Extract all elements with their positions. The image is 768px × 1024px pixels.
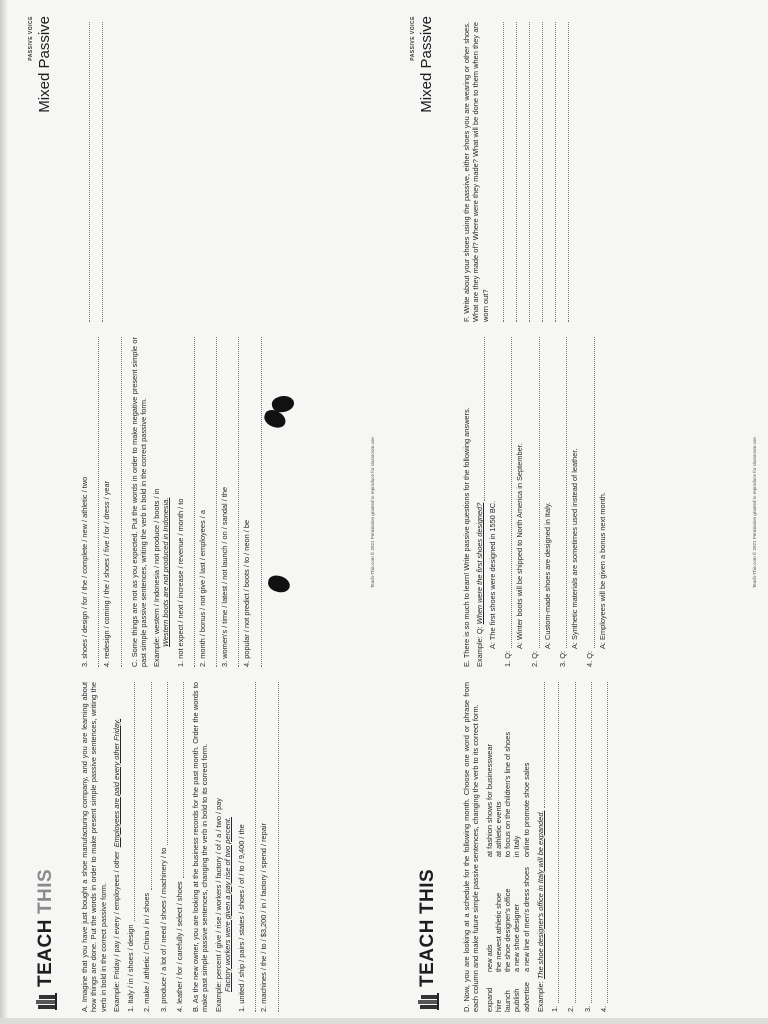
section-d-item-1: [550, 682, 559, 1012]
item-number: 2.: [566, 1005, 576, 1012]
answer-line[interactable]: [207, 337, 217, 667]
question-label: 2. Q:: [530, 650, 540, 667]
answer-line[interactable]: [503, 337, 512, 648]
item-prompt: 1. Italy / in / shoes / design: [126, 924, 135, 1012]
item-number: 3.: [582, 1005, 592, 1012]
section-b-example-prompt: Example: percent / give / rise / workers / factory / of / a / two / pay: [213, 797, 223, 1012]
example-q-label: Example: Q:: [475, 626, 485, 667]
section-d-example: [536, 682, 545, 1012]
section-b-item-1: [237, 682, 256, 1012]
section-c-item-3: [220, 337, 239, 667]
schedule-cell: launch: [503, 990, 512, 1012]
section-d-instructions: D. Now, you are looking at a schedule for the following month. Choose one word or phrase from each column and make future simple passive sentences, changing the verb to its correct form.: [462, 682, 481, 1012]
section-a-item-4: [175, 682, 184, 1012]
brand-this: THIS: [35, 868, 56, 915]
answer-line[interactable]: [531, 337, 540, 648]
left-column-2: [80, 337, 360, 667]
question-label: 3. Q:: [557, 650, 567, 667]
page-footer: Teach-This.com © 2021 Permission granted to reproduce for classroom use.: [370, 435, 376, 589]
section-e-item-1: [503, 337, 525, 667]
schedule-cell: online to promote shoe sales: [521, 762, 531, 858]
answer-line[interactable]: [80, 22, 90, 322]
schedule-cell: a new line of men's dress shoes: [521, 867, 531, 972]
answer-line[interactable]: [185, 337, 195, 667]
example-q: When were the first shoes designed?: [475, 502, 485, 625]
answer-line[interactable]: [93, 22, 103, 322]
page-footer: Teach-This.com © 2021 Permission granted to reproduce for classroom use.: [752, 435, 758, 589]
item-prompt: 2. month / bonus / not give / last / employees / a: [197, 510, 207, 667]
section-e-example-q: [475, 337, 484, 667]
section-b-instructions: B. As the new owner, you are looking at the business records for the past month. Order the words to make past simple passive sentences, changing the verb in bold to its correct form.: [191, 682, 210, 1012]
scan-shadow: [0, 0, 8, 1024]
section-e-item-2: [530, 337, 552, 667]
answer-line[interactable]: [520, 22, 530, 322]
given-answer: A: Synthetic materials are sometimes used instead of leather.: [570, 448, 579, 649]
given-answer: A: Employees will be given a bonus next month.: [597, 492, 607, 649]
section-c-example: [152, 337, 171, 667]
section-c-item-2: [198, 337, 217, 667]
schedule-cell: a new shoe designer: [512, 903, 522, 972]
schedule-cell: advertise: [521, 982, 531, 1012]
schedule-cell: the newest athletic shoe: [493, 892, 503, 972]
section-d-item-4: [599, 682, 608, 1012]
item-prompt: 4. leather / for / carefully / select / shoes: [174, 881, 184, 1012]
answer-line[interactable]: [599, 682, 608, 1003]
worksheet-page-right: [402, 12, 758, 1012]
section-b-example: [214, 682, 233, 1012]
question-label: 4. Q:: [585, 650, 595, 667]
section-b-item-4: [102, 337, 121, 667]
section-c-instructions: C. Some things are not as you expected. Put the words in order to make negative present simple or past simple passive sentences, writing the verb in bold in the correct passive form.: [129, 337, 148, 667]
left-column-1: [80, 682, 360, 1012]
answer-line[interactable]: [550, 682, 559, 1003]
section-d-example-answer: The shoe designer's office in Italy will be expanded.: [535, 810, 545, 980]
item-prompt: 4. popular / not predict / boots / to / neon / be: [242, 519, 252, 667]
answer-line[interactable]: [494, 22, 504, 322]
section-a-item-3: [159, 682, 168, 1012]
section-c-example-prompt: Example: western / Indonesia / not produce / boots / in: [152, 488, 161, 667]
right-column-2: [462, 337, 742, 667]
right-column-3: [462, 22, 742, 322]
answer-line[interactable]: [586, 337, 595, 648]
answer-line[interactable]: [252, 337, 262, 667]
section-f-instructions: F. Write about your shoes using the passive, either shoes you are wearing or other shoes. What are they made of? Where were they made? What will be done to them when they are worn out?: [462, 22, 490, 322]
topic-title: Mixed Passive: [418, 16, 436, 113]
answer-line[interactable]: [583, 682, 592, 1003]
schedule-verbs: [485, 982, 531, 1012]
brand-teach: TEACH: [35, 919, 56, 987]
question-label: 1. Q:: [502, 650, 512, 667]
answer-line[interactable]: [546, 22, 556, 322]
answer-line[interactable]: [533, 22, 543, 322]
answer-line[interactable]: [507, 22, 517, 322]
topic-heading: [28, 16, 55, 113]
section-b-item-2: [259, 682, 278, 1012]
section-a-item-2: [142, 682, 151, 1012]
schedule-table: [485, 682, 531, 1012]
section-e-item-3: [558, 337, 580, 667]
section-b-example-answer: Factory workers were given a pay rise of two percent.: [222, 817, 232, 992]
item-prompt: 2. machines / the / to / $3,200 / in / factory / spend / repair: [259, 823, 269, 1012]
topic-title: Mixed Passive: [36, 16, 54, 113]
section-e-instructions: E. There is so much to learn! Write passive questions for the following answers.: [462, 407, 471, 667]
right-column-1: [462, 682, 742, 1012]
schedule-cell: publish: [512, 988, 522, 1012]
answer-line[interactable]: [159, 682, 168, 845]
answer-line[interactable]: [567, 682, 576, 1003]
schedule-objects: [485, 867, 531, 972]
page-header: [402, 12, 454, 1012]
brand-teach: TEACH: [417, 919, 438, 987]
books-logo-icon: [417, 992, 439, 1010]
section-c-item-1: [176, 337, 195, 667]
section-c-item-4: [242, 337, 261, 667]
topic-small: PASSIVE VOICE: [410, 16, 416, 61]
schedule-cell: expand: [484, 987, 494, 1012]
section-d-item-2: [566, 682, 575, 1012]
scan-edge: [0, 1018, 768, 1024]
section-c-example-answer: Western boots are not produced in Indonesia.: [161, 497, 171, 647]
answer-line[interactable]: [246, 682, 256, 1012]
answer-line[interactable]: [229, 337, 239, 667]
answer-line[interactable]: [558, 337, 567, 648]
worksheet-page-left: [20, 12, 376, 1012]
section-a-example-answer: Employees are paid every other Friday.: [111, 718, 121, 848]
schedule-cell: at athletic events: [493, 801, 503, 858]
section-b-item-3: [80, 337, 99, 667]
schedule-cell: the shoe designer's office: [503, 888, 512, 972]
item-prompt: 1. united / ship / pairs / states / shoes / of / to / 9,400 / the: [237, 824, 246, 1012]
section-a-example-prompt: Example: Friday / pay / every / employees / other: [111, 851, 121, 1012]
item-prompt: 3. women's / time / latest / not launch / on / sandal / the: [220, 486, 229, 667]
section-d-item-3: [583, 682, 592, 1012]
schedule-places: [485, 732, 531, 857]
item-prompt: 3. produce / a lot of / need / shoes / machinery / to: [158, 847, 168, 1012]
section-a-example: [112, 682, 121, 1012]
schedule-cell: in Italy: [512, 835, 522, 858]
answer-line[interactable]: [143, 682, 152, 890]
section-e-item-4: [585, 337, 607, 667]
topic-heading: [410, 16, 437, 113]
left-column-3: [80, 22, 360, 322]
item-number: 1.: [550, 1005, 559, 1012]
item-prompt: 2. make / athletic / China / in / shoes: [142, 892, 152, 1012]
section-a-item-1: [126, 682, 135, 1012]
section-d-example-label: Example:: [535, 981, 545, 1012]
answer-line[interactable]: [126, 682, 135, 921]
schedule-cell: hire: [493, 999, 503, 1012]
schedule-cell: to focus on the children's line of shoes: [503, 731, 512, 858]
answer-line[interactable]: [175, 682, 184, 878]
page-header: [20, 12, 72, 1012]
schedule-cell: at fashion shows for businesswear: [484, 744, 494, 858]
brand-this: THIS: [417, 868, 438, 915]
given-answer: A: Winter boots will be shipped to North America in September.: [515, 443, 524, 649]
brand-logo: [416, 869, 440, 1010]
answer-line[interactable]: [269, 682, 279, 1012]
given-answer: A: Custom-made shoes are designed in Italy.: [542, 502, 552, 649]
item-prompt: 1. not expect / next / increase / revenue / month / to: [175, 498, 185, 667]
item-number: 4.: [598, 1005, 608, 1012]
brand-logo: [34, 869, 58, 1010]
books-logo-icon: [35, 992, 57, 1010]
section-a-instructions: A. Imagine that you have just bought a shoe manufacturing company, and you are learning about how things are done. Put the words in order to make present simple passive sentences, writing the verb in bold in the correct passive form.: [80, 682, 108, 1012]
answer-line[interactable]: [89, 337, 99, 667]
answer-line[interactable]: [559, 22, 569, 322]
item-prompt: 3. shoes / design / for / the / complete / new / athletic / two: [80, 476, 89, 667]
item-prompt: 4. redesign / coming / the / shoes / five / for / dress / year: [102, 480, 112, 667]
answer-line[interactable]: [112, 337, 122, 667]
schedule-cell: new ads: [484, 944, 494, 972]
section-e-example-a: A: The first shoes were designed in 1550 BC.: [487, 500, 497, 649]
topic-small: PASSIVE VOICE: [28, 16, 34, 61]
